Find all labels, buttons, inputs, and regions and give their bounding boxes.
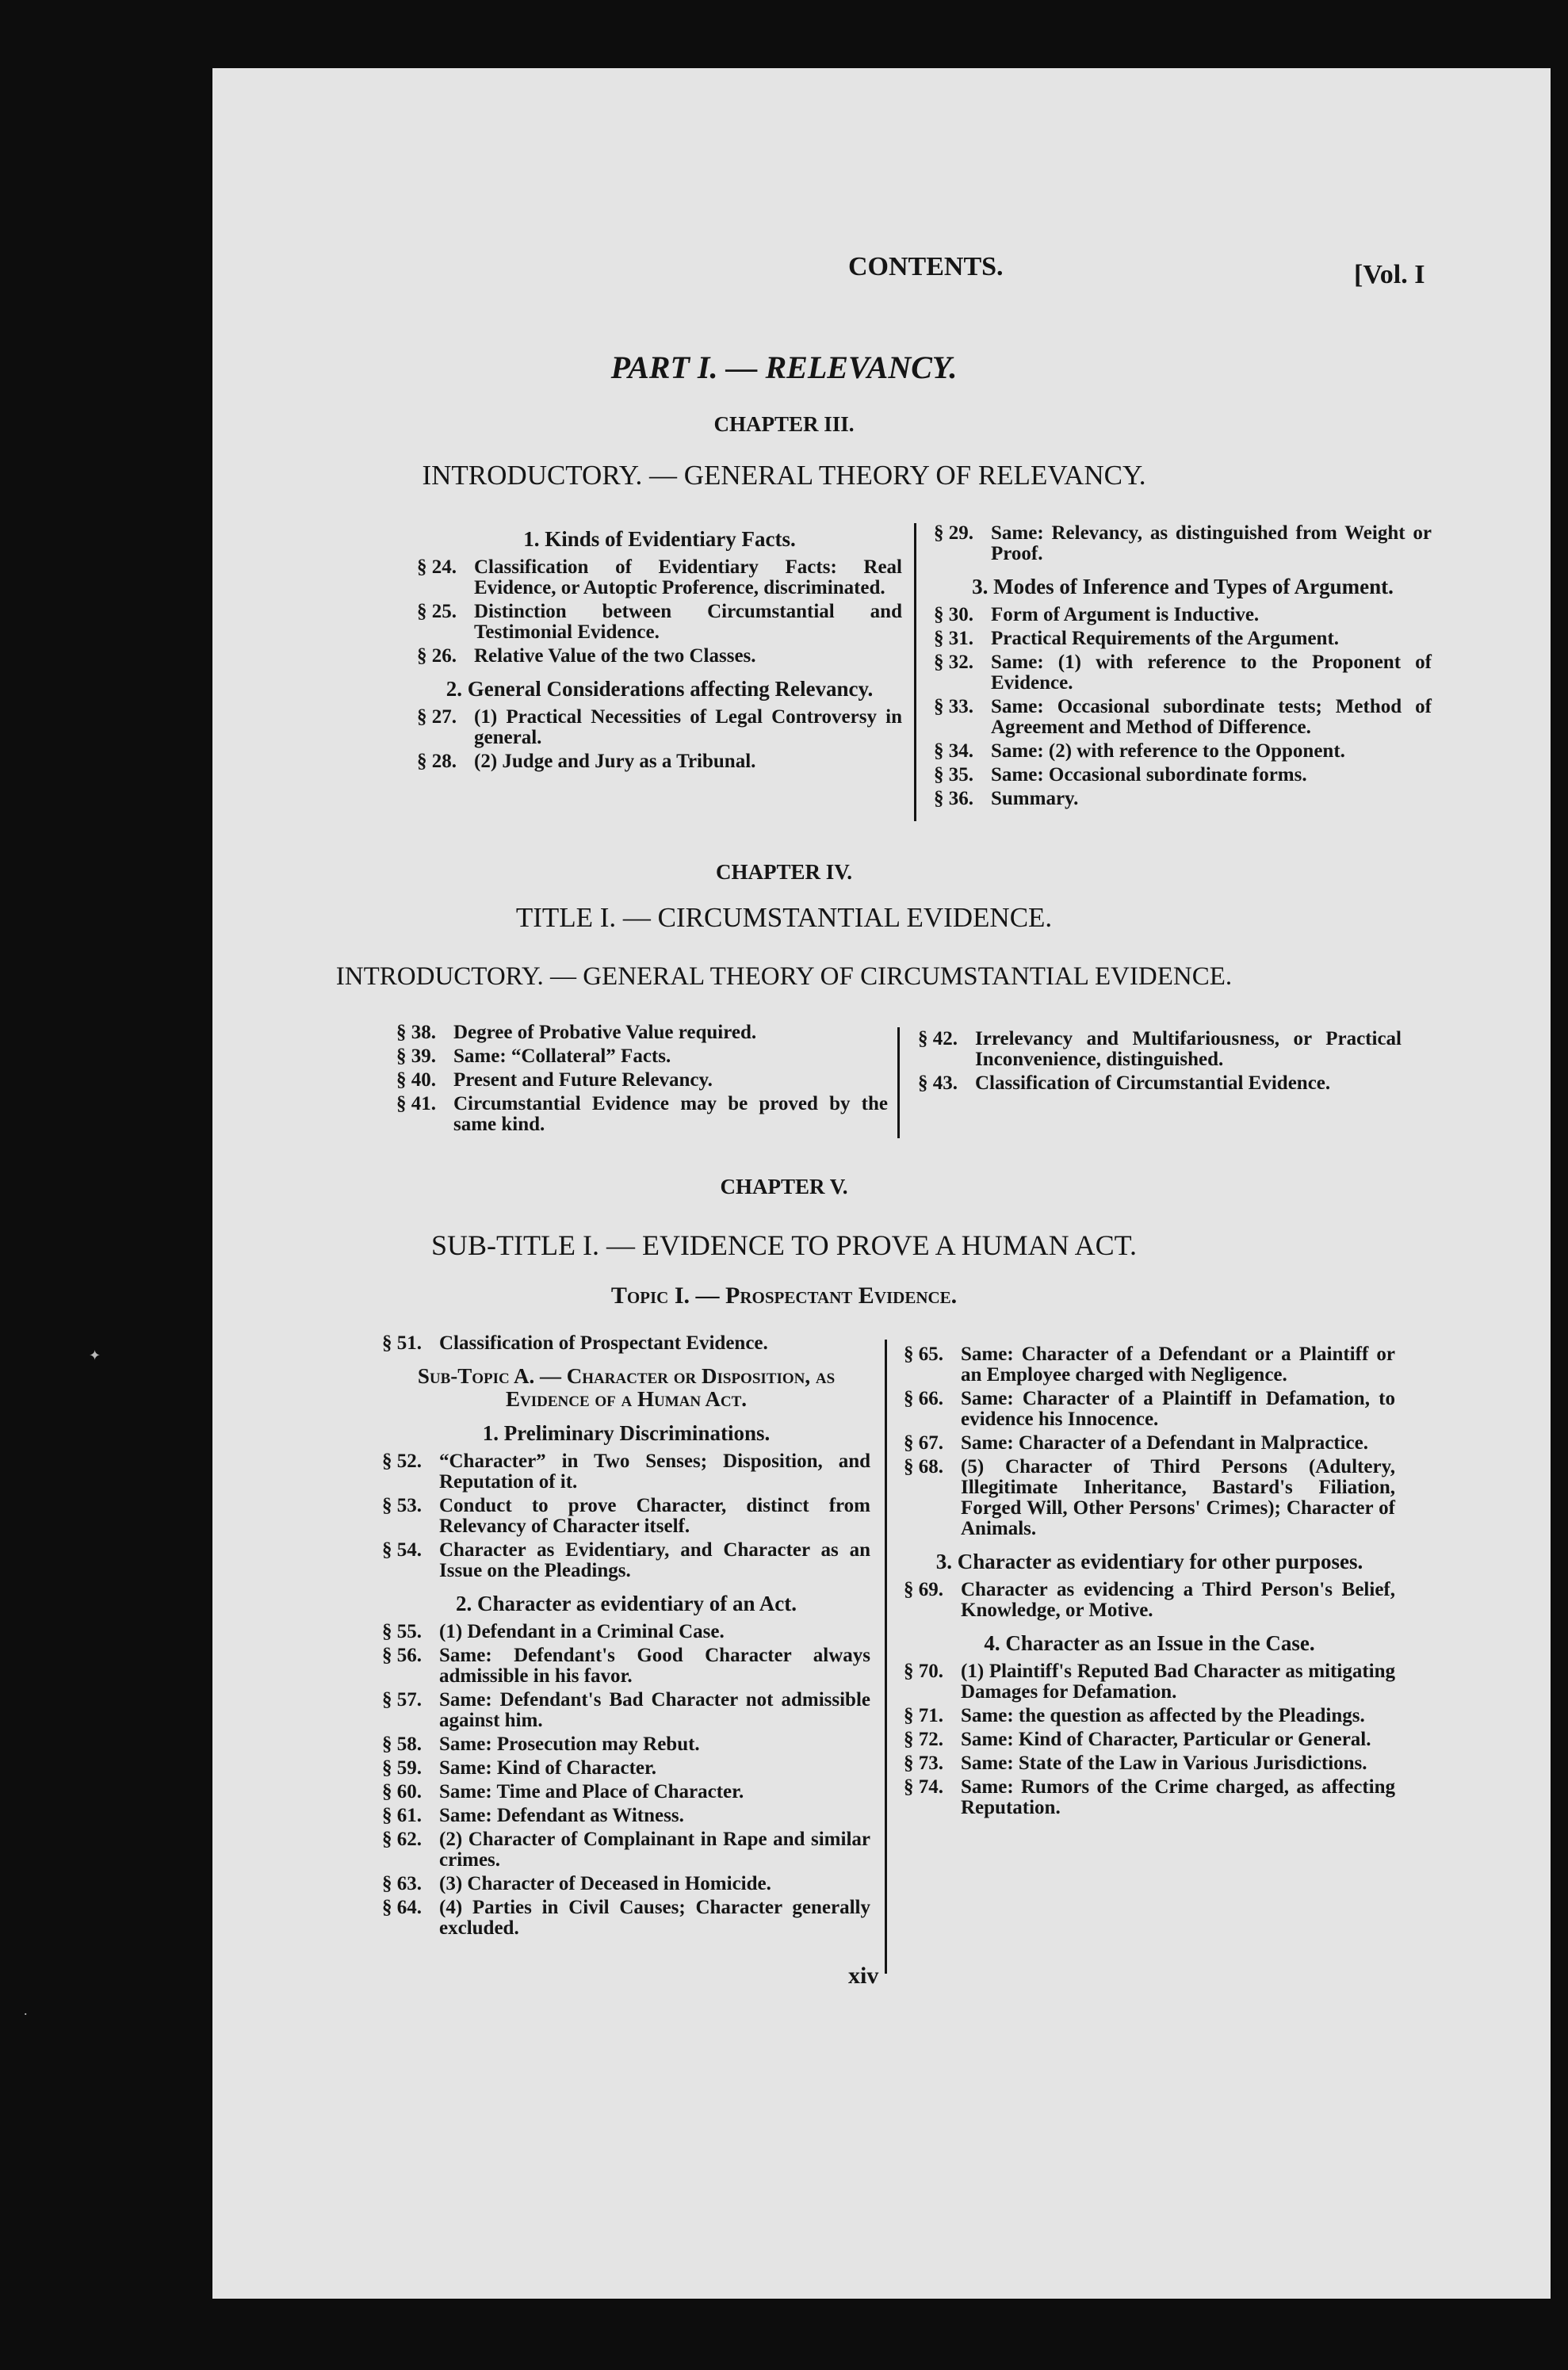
section-number: § 67. [904, 1432, 943, 1454]
chapter4-title: TITLE I. — CIRCUMSTANTIAL EVIDENCE. [515, 902, 1053, 933]
chapter5-right-column [904, 1344, 1395, 1821]
chapter3-title: INTRODUCTORY. — GENERAL THEORY OF RELEVANCY. [422, 460, 1146, 491]
section-number: § 34. [934, 740, 973, 762]
chapter4-left-column [396, 1023, 888, 1138]
toc-entry [904, 1389, 1395, 1430]
chapter3-right-column [934, 523, 1432, 812]
running-head-title: CONTENTS. [848, 252, 1004, 281]
section-number: § 71. [904, 1705, 943, 1726]
page-number: xiv [848, 1963, 879, 1989]
section-number: § 68. [904, 1456, 943, 1477]
subsection-heading: 4. Character as an Issue in the Case. [984, 1631, 1315, 1655]
chapter5-left-column [382, 1333, 870, 1942]
section-number: § 69. [904, 1579, 943, 1600]
entry-title: Distinction between Circumstantial and Testimonial Evidence. [474, 601, 902, 643]
chapter5-label: CHAPTER V. [720, 1175, 848, 1198]
toc-entry [396, 1094, 888, 1135]
entry-title: Summary. [991, 788, 1079, 809]
chapter3-label: CHAPTER III. [713, 412, 855, 436]
toc-entry [382, 1540, 870, 1581]
entry-title: Form of Argument is Inductive. [991, 604, 1260, 625]
subsection-heading: 2. Character as evidentiary of an Act. [456, 1592, 797, 1615]
entry-title: (1) Plaintiff's Reputed Bad Character as mitigating Damages for Defamation. [961, 1661, 1395, 1703]
toc-entry [934, 652, 1432, 694]
entry-title: Same: the question as affected by the Pleadings. [961, 1705, 1365, 1726]
toc-entry [417, 707, 902, 748]
section-number: § 54. [382, 1539, 422, 1561]
toc-entry [417, 646, 902, 667]
section-number: § 74. [904, 1776, 943, 1798]
section-number: § 73. [904, 1753, 943, 1774]
toc-entry [934, 765, 1432, 786]
column-divider [885, 1340, 887, 1974]
running-head-volume: [Vol. I [1354, 260, 1425, 289]
section-number: § 26. [417, 645, 457, 667]
part-title: PART I. — RELEVANCY. [610, 350, 958, 385]
section-number: § 33. [934, 696, 973, 717]
toc-entry [934, 741, 1432, 762]
section-number: § 70. [904, 1661, 943, 1682]
entry-title: Same: Relevancy, as distinguished from Weight or Proof. [991, 522, 1432, 564]
section-number: § 55. [382, 1621, 422, 1642]
section-number: § 41. [396, 1093, 436, 1114]
toc-entry [382, 1333, 870, 1354]
entry-title: (2) Character of Complainant in Rape and similar crimes. [439, 1829, 870, 1871]
chapter4-subtitle: INTRODUCTORY. — GENERAL THEORY OF CIRCUMSTANTIAL EVIDENCE. [335, 962, 1233, 991]
section-number: § 40. [396, 1069, 436, 1091]
toc-entry [934, 523, 1432, 564]
section-number: § 52. [382, 1451, 422, 1472]
section-number: § 31. [934, 628, 973, 649]
section-number: § 29. [934, 522, 973, 544]
entry-title: Same: State of the Law in Various Jurisdictions. [961, 1753, 1367, 1774]
chapter5-title: SUB-TITLE I. — EVIDENCE TO PROVE A HUMAN ACT. [431, 1229, 1137, 1261]
toc-entry [417, 602, 902, 643]
toc-entry [904, 1777, 1395, 1818]
section-number: § 64. [382, 1897, 422, 1918]
entry-title: Character as evidencing a Third Person's Belief, Knowledge, or Motive. [961, 1579, 1395, 1621]
toc-entry [417, 557, 902, 598]
section-number: § 42. [918, 1028, 958, 1049]
entry-title: Conduct to prove Character, distinct from Relevancy of Character itself. [439, 1495, 870, 1537]
toc-entry [904, 1706, 1395, 1726]
entry-title: Degree of Probative Value required. [453, 1022, 757, 1043]
section-number: § 27. [417, 706, 457, 728]
entry-title: Same: Rumors of the Crime charged, as affecting Reputation. [961, 1776, 1395, 1818]
entry-title: Relative Value of the two Classes. [474, 645, 756, 667]
entry-title: Classification of Prospectant Evidence. [439, 1332, 768, 1354]
section-number: § 51. [382, 1332, 422, 1354]
section-number: § 66. [904, 1388, 943, 1409]
toc-entry [382, 1829, 870, 1871]
entry-title: Same: Character of a Defendant in Malpractice. [961, 1432, 1369, 1454]
entry-title: Same: Character of a Plaintiff in Defamation, to evidence his Innocence. [961, 1388, 1395, 1430]
scan-speck: . [24, 2002, 28, 2018]
entry-title: Same: Kind of Character, Particular or General. [961, 1729, 1371, 1750]
section-number: § 60. [382, 1781, 422, 1802]
scan-speck: ✦ [89, 1347, 101, 1363]
toc-entry [417, 751, 902, 772]
toc-entry [904, 1730, 1395, 1750]
entry-title: Present and Future Relevancy. [453, 1069, 713, 1091]
section-number: § 28. [417, 751, 457, 772]
section-number: § 36. [934, 788, 973, 809]
section-number: § 30. [934, 604, 973, 625]
toc-entry [382, 1782, 870, 1802]
entry-title: Same: Defendant's Bad Character not admissible against him. [439, 1689, 870, 1731]
entry-title: (1) Practical Necessities of Legal Controversy in general. [474, 706, 902, 748]
toc-entry [382, 1758, 870, 1779]
entry-title: Classification of Evidentiary Facts: Real Evidence, or Autoptic Proference, discriminated. [474, 556, 902, 598]
section-number: § 24. [417, 556, 457, 578]
toc-entry [382, 1451, 870, 1493]
entry-title: Same: (2) with reference to the Opponent. [991, 740, 1345, 762]
section-number: § 57. [382, 1689, 422, 1711]
subtopic-heading: Sub-Topic A. — Character or Disposition, as Evidence of a Human Act. [417, 1364, 836, 1411]
entry-title: Practical Requirements of the Argument. [991, 628, 1340, 649]
entry-title: Irrelevancy and Multifariousness, or Practical Inconvenience, distinguished. [975, 1028, 1402, 1070]
toc-entry [934, 605, 1432, 625]
entry-title: Same: Prosecution may Rebut. [439, 1734, 700, 1755]
toc-entry [934, 629, 1432, 649]
entry-title: “Character” in Two Senses; Disposition, and Reputation of it. [439, 1451, 870, 1493]
toc-entry [382, 1646, 870, 1687]
subsection-heading: 3. Character as evidentiary for other purposes. [935, 1550, 1363, 1573]
section-number: § 39. [396, 1045, 436, 1067]
subsection-heading: 1. Kinds of Evidentiary Facts. [523, 527, 796, 551]
section-number: § 56. [382, 1645, 422, 1666]
section-number: § 58. [382, 1734, 422, 1755]
section-number: § 43. [918, 1072, 958, 1094]
toc-entry [382, 1874, 870, 1894]
entry-title: (3) Character of Deceased in Homicide. [439, 1873, 771, 1894]
toc-entry [918, 1073, 1402, 1094]
toc-entry [382, 1806, 870, 1826]
entry-title: Classification of Circumstantial Evidence. [975, 1072, 1331, 1094]
subsection-heading: 3. Modes of Inference and Types of Argument. [972, 575, 1394, 598]
section-number: § 35. [934, 764, 973, 786]
entry-title: (5) Character of Third Persons (Adultery, Illegitimate Inheritance, Bastard's Filiation, Forged Will, Other Persons' Crimes); Character of Animals. [961, 1456, 1395, 1539]
toc-entry [934, 697, 1432, 738]
entry-title: (2) Judge and Jury as a Tribunal. [474, 751, 756, 772]
toc-entry [918, 1029, 1402, 1070]
toc-entry [904, 1753, 1395, 1774]
toc-entry [934, 789, 1432, 809]
section-number: § 63. [382, 1873, 422, 1894]
section-number: § 25. [417, 601, 457, 622]
chapter4-label: CHAPTER IV. [715, 860, 853, 884]
toc-entry [396, 1070, 888, 1091]
toc-entry [382, 1734, 870, 1755]
toc-entry [382, 1690, 870, 1731]
section-number: § 72. [904, 1729, 943, 1750]
entry-title: Same: Time and Place of Character. [439, 1781, 744, 1802]
section-number: § 62. [382, 1829, 422, 1850]
subsection-heading: 1. Preliminary Discriminations. [482, 1421, 771, 1445]
entry-title: (1) Defendant in a Criminal Case. [439, 1621, 725, 1642]
section-number: § 61. [382, 1805, 422, 1826]
toc-entry [904, 1580, 1395, 1621]
column-divider [897, 1027, 900, 1138]
section-number: § 53. [382, 1495, 422, 1516]
entry-title: Same: Occasional subordinate forms. [991, 764, 1307, 786]
column-divider [914, 523, 916, 821]
chapter5-topic: Topic I. — Prospectant Evidence. [610, 1282, 958, 1309]
section-number: § 65. [904, 1344, 943, 1365]
toc-entry [382, 1898, 870, 1939]
toc-entry [396, 1046, 888, 1067]
toc-entry [904, 1661, 1395, 1703]
toc-entry [904, 1457, 1395, 1539]
entry-title: Same: (1) with reference to the Proponent of Evidence. [991, 652, 1432, 694]
toc-entry [382, 1496, 870, 1537]
subsection-heading: 2. General Considerations affecting Relevancy. [446, 677, 874, 701]
entry-title: Same: Kind of Character. [439, 1757, 657, 1779]
chapter4-right-column [918, 1029, 1402, 1097]
section-number: § 32. [934, 652, 973, 673]
entry-title: (4) Parties in Civil Causes; Character generally excluded. [439, 1897, 870, 1939]
section-number: § 59. [382, 1757, 422, 1779]
chapter3-left-column [417, 517, 902, 775]
entry-title: Character as Evidentiary, and Character as an Issue on the Pleadings. [439, 1539, 870, 1581]
entry-title: Same: Occasional subordinate tests; Method of Agreement and Method of Difference. [991, 696, 1432, 738]
entry-title: Same: Character of a Defendant or a Plaintiff or an Employee charged with Negligence. [961, 1344, 1395, 1386]
entry-title: Same: “Collateral” Facts. [453, 1045, 671, 1067]
entry-title: Same: Defendant's Good Character always admissible in his favor. [439, 1645, 870, 1687]
toc-entry [382, 1622, 870, 1642]
toc-entry [904, 1344, 1395, 1386]
entry-title: Circumstantial Evidence may be proved by the same kind. [453, 1093, 888, 1135]
toc-entry [396, 1023, 888, 1043]
toc-entry [904, 1433, 1395, 1454]
entry-title: Same: Defendant as Witness. [439, 1805, 684, 1826]
section-number: § 38. [396, 1022, 436, 1043]
